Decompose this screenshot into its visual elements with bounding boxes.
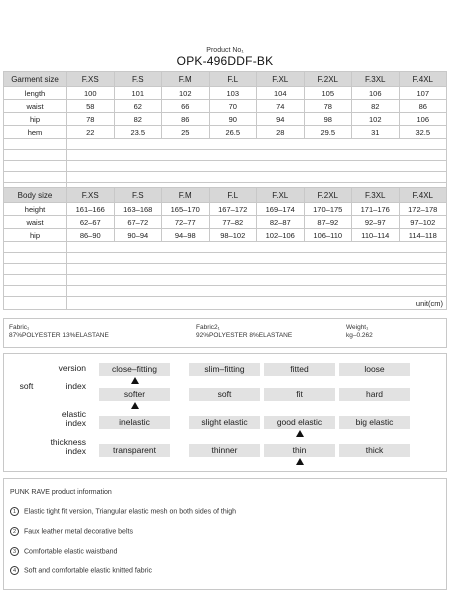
index-option-thickness: transparent: [99, 444, 170, 457]
index-label-thickness: thickness index: [50, 437, 86, 456]
empty-cell: [67, 286, 447, 297]
empty-cell: [4, 286, 67, 297]
table-cell: 86: [162, 113, 210, 126]
table-cell: 82: [352, 100, 400, 113]
header-row: [4, 72, 447, 87]
empty-cell: [4, 253, 67, 264]
index-label-soft: soft index: [19, 381, 86, 391]
table-cell: 102: [352, 113, 400, 126]
product-info-text: Comfortable elastic waistband: [24, 548, 118, 556]
table-cell: 106: [352, 87, 400, 100]
size-header: F.M: [162, 188, 210, 203]
empty-row: [4, 139, 447, 150]
product-number-label: Product No₁: [206, 47, 244, 54]
size-header: F.S: [114, 188, 162, 203]
table-row: [4, 126, 447, 139]
empty-row: [4, 253, 447, 264]
index-option-soft: soft: [189, 388, 260, 401]
header-label: Garment size: [4, 72, 67, 87]
table-cell: 172–178: [399, 203, 447, 216]
table-cell: 26.5: [209, 126, 257, 139]
product-info-item: [10, 566, 152, 575]
table-cell: 92–97: [352, 216, 400, 229]
table-cell: 98–102: [209, 229, 257, 242]
empty-cell: [4, 275, 67, 286]
empty-cell: [67, 242, 447, 253]
product-info-text: Faux leather metal decorative belts: [24, 528, 133, 536]
size-header: F.M: [162, 72, 210, 87]
table-cell: 101: [114, 87, 162, 100]
empty-row: [4, 172, 447, 183]
size-header: F.3XL: [352, 72, 400, 87]
index-option-thickness: thinner: [189, 444, 260, 457]
table-cell: 25: [162, 126, 210, 139]
table-cell: 103: [209, 87, 257, 100]
row-label: length: [4, 87, 67, 100]
table-cell: 23.5: [114, 126, 162, 139]
table-cell: 78: [67, 113, 115, 126]
table-cell: 170–175: [304, 203, 352, 216]
header-label: Body size: [4, 188, 67, 203]
empty-row: [4, 150, 447, 161]
garment-size-table: [3, 71, 447, 194]
table-row: [4, 229, 447, 242]
table-cell: 77–82: [209, 216, 257, 229]
index-option-elastic: inelastic: [99, 416, 170, 429]
table-cell: 171–176: [352, 203, 400, 216]
empty-cell: [67, 275, 447, 286]
table-cell: 31: [352, 126, 400, 139]
table-row: [4, 100, 447, 113]
table-cell: 165–170: [162, 203, 210, 216]
fabric-1-label: Fabric₁: [9, 324, 30, 331]
header-row: [4, 188, 447, 203]
table-cell: 67–72: [114, 216, 162, 229]
index-option-version: slim–fitting: [189, 363, 260, 376]
table-cell: 169–174: [257, 203, 305, 216]
table-cell: 106: [399, 113, 447, 126]
selected-marker-icon: [296, 430, 304, 437]
table-cell: 102–106: [257, 229, 305, 242]
table-cell: 105: [304, 87, 352, 100]
size-header: F.4XL: [399, 188, 447, 203]
table-cell: 94: [257, 113, 305, 126]
table-cell: 163–168: [114, 203, 162, 216]
size-header: F.XL: [257, 72, 305, 87]
row-label: hem: [4, 126, 67, 139]
empty-row: [4, 242, 447, 253]
row-label: hip: [4, 229, 67, 242]
circled-number-icon: 2: [10, 527, 19, 536]
fabric-2: [196, 324, 292, 340]
index-option-elastic: slight elastic: [189, 416, 260, 429]
empty-cell: [67, 139, 447, 150]
empty-cell: [4, 150, 67, 161]
table-cell: 90: [209, 113, 257, 126]
table-cell: 104: [257, 87, 305, 100]
selected-marker-icon: [131, 402, 139, 409]
product-info-item: [10, 507, 236, 516]
product-info-text: Elastic tight fit version, Triangular elastic mesh on both sides of thigh: [24, 508, 237, 516]
product-header: [0, 47, 450, 68]
index-option-soft: hard: [339, 388, 410, 401]
index-label-elastic: elastic index: [61, 409, 86, 428]
table-cell: 28: [257, 126, 305, 139]
table-row: [4, 113, 447, 126]
product-number: OPK-496DDF-BK: [176, 54, 274, 68]
size-header: F.4XL: [399, 72, 447, 87]
table-cell: 82: [114, 113, 162, 126]
table-cell: 98: [304, 113, 352, 126]
table-cell: 29.5: [304, 126, 352, 139]
table-cell: 161–166: [67, 203, 115, 216]
table-cell: 74: [257, 100, 305, 113]
index-option-soft: fit: [264, 388, 335, 401]
table-cell: 32.5: [399, 126, 447, 139]
table-cell: 22: [67, 126, 115, 139]
unit-label: unit(cm): [67, 297, 447, 310]
empty-cell: [4, 242, 67, 253]
size-header: F.L: [209, 188, 257, 203]
product-info-item: [10, 527, 133, 536]
size-header: F.2XL: [304, 188, 352, 203]
unit-row: [4, 297, 447, 310]
empty-cell: [4, 264, 67, 275]
table-cell: 62–67: [67, 216, 115, 229]
empty-row: [4, 161, 447, 172]
size-header: F.L: [209, 72, 257, 87]
selected-marker-icon: [131, 377, 139, 384]
index-option-elastic: big elastic: [339, 416, 410, 429]
empty-cell: [67, 161, 447, 172]
selected-marker-icon: [296, 458, 304, 465]
product-info-title: PUNK RAVE product information: [10, 489, 112, 496]
table-cell: 114–118: [399, 229, 447, 242]
empty-cell: [67, 253, 447, 264]
empty-row: [4, 275, 447, 286]
empty-cell: [4, 297, 67, 310]
table-cell: 58: [67, 100, 115, 113]
weight-label: Weight₁: [346, 324, 369, 331]
index-option-soft: softer: [99, 388, 170, 401]
circled-number-icon: 1: [10, 507, 19, 516]
empty-row: [4, 286, 447, 297]
product-info-box: [3, 478, 447, 590]
index-option-version: close–fitting: [99, 363, 170, 376]
table-cell: 106–110: [304, 229, 352, 242]
table-cell: 90–94: [114, 229, 162, 242]
size-header: F.2XL: [304, 72, 352, 87]
table-row: [4, 216, 447, 229]
empty-cell: [4, 139, 67, 150]
fabric-2-value: 92%POLYESTER 8%ELASTANE: [196, 332, 293, 339]
product-info-text: Soft and comfortable elastic knitted fabric: [24, 567, 153, 575]
table-cell: 97–102: [399, 216, 447, 229]
weight-value: kg–0.262: [346, 332, 373, 339]
empty-row: [4, 264, 447, 275]
weight: [346, 324, 373, 340]
circled-number-icon: 4: [10, 566, 19, 575]
index-option-version: loose: [339, 363, 410, 376]
table-cell: 70: [209, 100, 257, 113]
row-label: hip: [4, 113, 67, 126]
size-header: F.XS: [67, 188, 115, 203]
table-cell: 107: [399, 87, 447, 100]
product-info-item: [10, 547, 117, 556]
size-header: F.XS: [67, 72, 115, 87]
row-label: waist: [4, 216, 67, 229]
table-cell: 66: [162, 100, 210, 113]
index-box: [3, 353, 447, 472]
table-cell: 100: [67, 87, 115, 100]
row-label: waist: [4, 100, 67, 113]
empty-cell: [67, 264, 447, 275]
size-header: F.3XL: [352, 188, 400, 203]
fabric-1-value: 87%POLYESTER 13%ELASTANE: [9, 332, 109, 339]
empty-cell: [4, 172, 67, 183]
row-label: height: [4, 203, 67, 216]
index-label-version: version: [58, 363, 86, 373]
size-header: F.XL: [257, 188, 305, 203]
table-cell: 110–114: [352, 229, 400, 242]
size-header: F.S: [114, 72, 162, 87]
table-cell: 72–77: [162, 216, 210, 229]
index-option-version: fitted: [264, 363, 335, 376]
empty-cell: [67, 172, 447, 183]
index-option-elastic: good elastic: [264, 416, 335, 429]
table-cell: 94–98: [162, 229, 210, 242]
fabric-info-box: [3, 318, 447, 348]
index-option-thickness: thin: [264, 444, 335, 457]
table-row: [4, 87, 447, 100]
fabric-1: [9, 324, 109, 340]
empty-cell: [67, 150, 447, 161]
circled-number-icon: 3: [10, 547, 19, 556]
table-cell: 86: [399, 100, 447, 113]
table-row: [4, 203, 447, 216]
index-option-thickness: thick: [339, 444, 410, 457]
table-cell: 87–92: [304, 216, 352, 229]
body-size-table: [3, 187, 447, 310]
table-cell: 167–172: [209, 203, 257, 216]
table-cell: 86–90: [67, 229, 115, 242]
table-cell: 62: [114, 100, 162, 113]
table-cell: 82–87: [257, 216, 305, 229]
table-cell: 78: [304, 100, 352, 113]
table-cell: 102: [162, 87, 210, 100]
fabric-2-label: Fabric2₁: [196, 324, 220, 331]
empty-cell: [4, 161, 67, 172]
